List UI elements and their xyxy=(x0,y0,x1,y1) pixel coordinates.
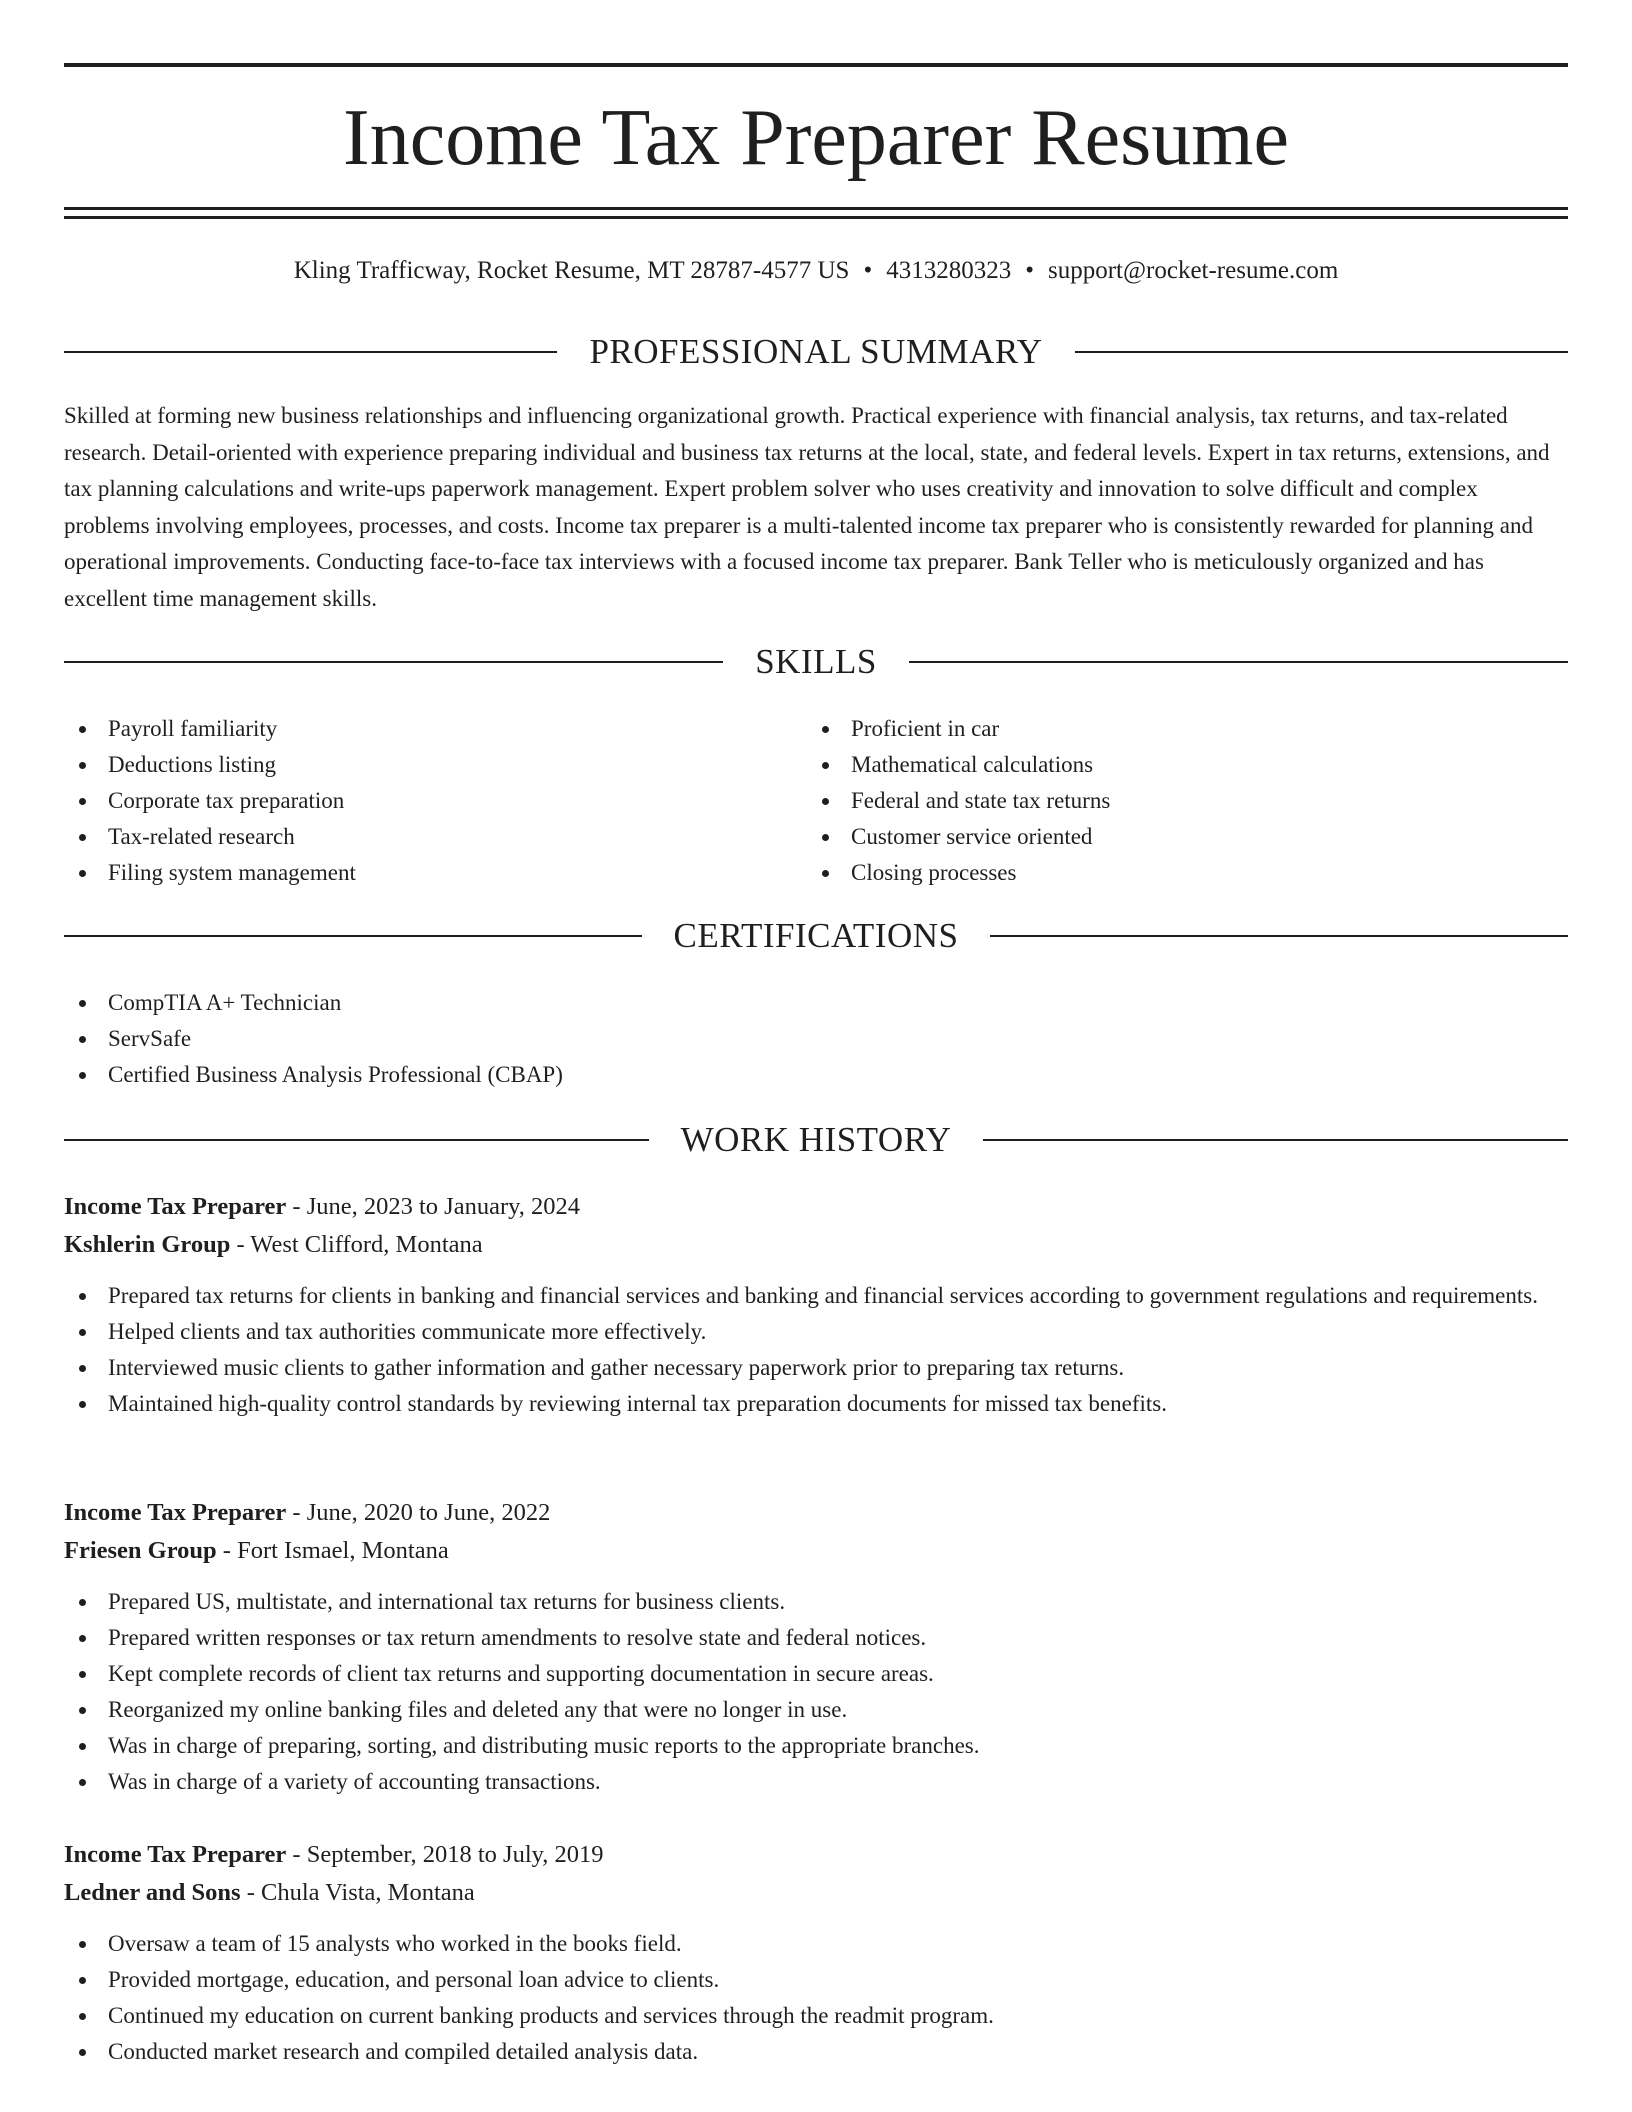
job-company: Friesen Group xyxy=(64,1537,217,1564)
job-dates: - June, 2023 to January, 2024 xyxy=(286,1193,581,1220)
job-bullet: Continued my education on current banking products and services through the readmit program. xyxy=(64,1998,1568,2034)
skill-item: Corporate tax preparation xyxy=(64,783,804,819)
job-bullet: Helped clients and tax authorities communicate more effectively. xyxy=(64,1314,1568,1350)
job-dates: - September, 2018 to July, 2019 xyxy=(286,1841,604,1868)
skill-item: Payroll familiarity xyxy=(64,711,804,747)
contact-separator: • xyxy=(1025,257,1034,284)
summary-text: Skilled at forming new business relationships and influencing organizational growth. Practical experience with financial analysis, tax returns, and tax-related research. Detail-oriented with experience preparing individual and business tax returns at the local, state, and federal levels. Expert in tax returns, extensions, and tax planning calculations and write-ups paperwork management. Expert problem solver who uses creativity and innovation to solve difficult and complex problems involving employees, processes, and costs. Income tax preparer is a multi-talented income tax preparer who is consistently rewarded for planning and operational improvements. Conducting face-to-face tax interviews with a focused income tax preparer. Bank Teller who is meticulously organized and has excellent time management skills. xyxy=(64,403,1550,611)
job-bullet: Was in charge of preparing, sorting, and distributing music reports to the appropriate branches. xyxy=(64,1728,1568,1764)
section-rule-left xyxy=(64,935,642,937)
contact-line xyxy=(64,254,1568,288)
job-title-line xyxy=(64,1494,1568,1532)
section-title: SKILLS xyxy=(755,642,877,681)
job-dates: - June, 2020 to June, 2022 xyxy=(286,1499,551,1526)
skills-list-left xyxy=(64,711,804,891)
section-rule-right xyxy=(990,935,1568,937)
section-rule-right xyxy=(983,1139,1568,1141)
section-title: CERTIFICATIONS xyxy=(673,916,959,955)
section-title: WORK HISTORY xyxy=(680,1120,952,1159)
job-company-line xyxy=(64,1532,1568,1570)
job-location: - Chula Vista, Montana xyxy=(240,1879,475,1906)
title-rule-upper xyxy=(64,207,1568,210)
job-entry xyxy=(64,1836,1568,2070)
job-title-line xyxy=(64,1836,1568,1874)
job-company-line xyxy=(64,1874,1568,1912)
job-bullet: Kept complete records of client tax returns and supporting documentation in secure areas. xyxy=(64,1656,1568,1692)
section-rule-right xyxy=(1075,351,1568,353)
job-company-line xyxy=(64,1226,1568,1264)
job-bullet: Reorganized my online banking files and deleted any that were no longer in use. xyxy=(64,1692,1568,1728)
job-title: Income Tax Preparer xyxy=(64,1841,287,1868)
section-header-certifications xyxy=(64,916,1568,956)
job-bullets xyxy=(64,1278,1568,1422)
job-bullets xyxy=(64,1584,1568,1800)
job-bullets xyxy=(64,1926,1568,2070)
section-header-work-history xyxy=(64,1120,1568,1160)
job-bullet: Interviewed music clients to gather information and gather necessary paperwork prior to preparing tax returns. xyxy=(64,1350,1568,1386)
skill-item: Customer service oriented xyxy=(807,819,1567,855)
contact-email: support@rocket-resume.com xyxy=(1048,257,1339,284)
contact-separator: • xyxy=(863,257,873,284)
top-rule xyxy=(64,63,1568,67)
title-rule-lower xyxy=(64,216,1568,219)
job-title-line xyxy=(64,1188,1568,1226)
job-location: - Fort Ismael, Montana xyxy=(216,1537,449,1564)
certifications-list xyxy=(64,985,1568,1093)
job-bullet: Prepared tax returns for clients in banking and financial services and banking and financial services according to government regulations and requirements. xyxy=(64,1278,1568,1314)
job-company: Ledner and Sons xyxy=(64,1879,241,1906)
job-bullet: Was in charge of a variety of accounting transactions. xyxy=(64,1764,1568,1800)
skill-item: Federal and state tax returns xyxy=(807,783,1567,819)
certification-item: ServSafe xyxy=(64,1021,1568,1057)
skill-item: Mathematical calculations xyxy=(807,747,1567,783)
skill-item: Closing processes xyxy=(807,855,1567,891)
job-title: Income Tax Preparer xyxy=(64,1193,287,1220)
section-rule-left xyxy=(64,661,723,663)
job-bullet: Maintained high-quality control standards by reviewing internal tax preparation documents for missed tax benefits. xyxy=(64,1386,1568,1422)
job-title: Income Tax Preparer xyxy=(64,1499,287,1526)
section-rule-right xyxy=(909,661,1568,663)
skill-item: Tax-related research xyxy=(64,819,804,855)
page-title: Income Tax Preparer Resume xyxy=(343,94,1289,182)
section-rule-left xyxy=(64,1139,649,1141)
certification-item: Certified Business Analysis Professional (CBAP) xyxy=(64,1057,1568,1093)
contact-address: Kling Trafficway, Rocket Resume, MT 28787-4577 US xyxy=(293,257,850,284)
skill-item: Filing system management xyxy=(64,855,804,891)
section-title: PROFESSIONAL SUMMARY xyxy=(589,332,1043,371)
section-header-summary xyxy=(64,332,1568,372)
skill-item: Proficient in car xyxy=(807,711,1567,747)
job-location: - West Clifford, Montana xyxy=(230,1231,483,1258)
job-entry xyxy=(64,1494,1568,1800)
job-bullet: Prepared US, multistate, and international tax returns for business clients. xyxy=(64,1584,1568,1620)
section-rule-left xyxy=(64,351,557,353)
job-entry xyxy=(64,1188,1568,1422)
job-bullet: Prepared written responses or tax return amendments to resolve state and federal notices. xyxy=(64,1620,1568,1656)
skill-item: Deductions listing xyxy=(64,747,804,783)
job-bullet: Provided mortgage, education, and personal loan advice to clients. xyxy=(64,1962,1568,1998)
skills-list-right xyxy=(807,711,1567,891)
job-bullet: Oversaw a team of 15 analysts who worked in the books field. xyxy=(64,1926,1568,1962)
contact-phone: 4313280323 xyxy=(886,257,1012,284)
job-company: Kshlerin Group xyxy=(64,1231,231,1258)
section-header-skills xyxy=(64,642,1568,682)
job-bullet: Conducted market research and compiled detailed analysis data. xyxy=(64,2034,1568,2070)
certification-item: CompTIA A+ Technician xyxy=(64,985,1568,1021)
